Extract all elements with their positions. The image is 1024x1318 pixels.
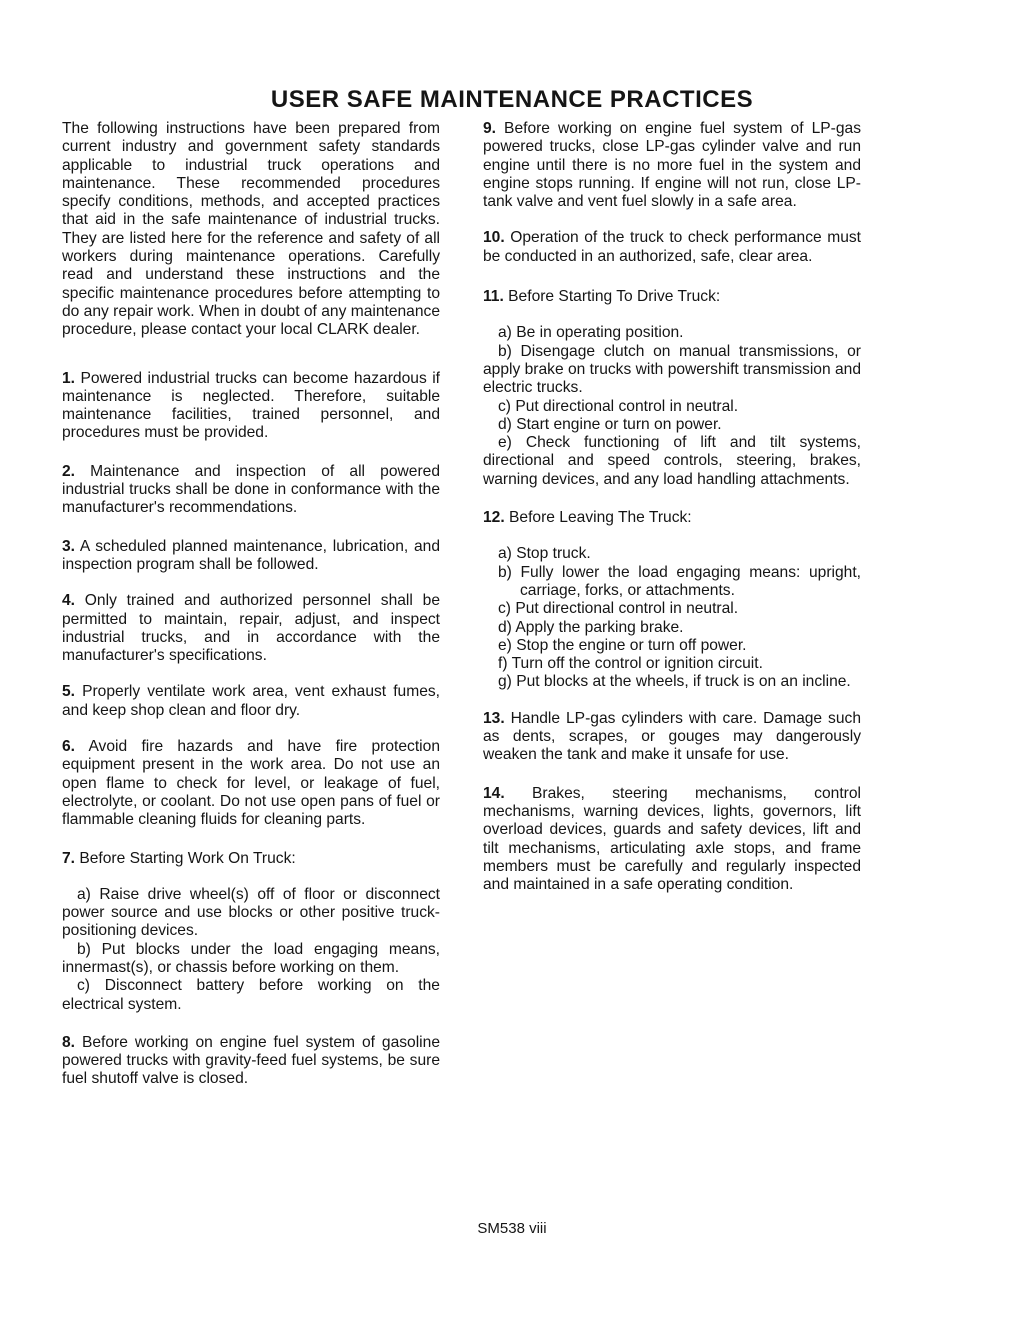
item-12-sub-f: f) Turn off the control or ignition circuit.	[498, 655, 763, 673]
item-3	[62, 538, 440, 575]
item-number: 6.	[62, 738, 76, 756]
item-12-sub-e: e) Stop the engine or turn off power.	[498, 636, 747, 654]
item-text: Before Starting To Drive Truck:	[503, 288, 721, 306]
item-number: 3.	[62, 537, 76, 555]
item-11-sub-c: c) Put directional control in neutral.	[498, 397, 739, 415]
item-13	[483, 710, 861, 765]
item-text: Only trained and authorized personnel shall be permitted to maintain, repair, adjust, and inspect industrial trucks, and in accordance with the manufacturer's specifications.	[62, 592, 440, 665]
item-11-sub-a: a) Be in operating position.	[498, 324, 684, 342]
item-7-sub-a: a) Raise drive wheel(s) off of floor or disconnect power source and use blocks or other positive truck-positioning devices.	[62, 885, 440, 940]
item-7-sub-b: b) Put blocks under the load engaging means, innermast(s), or chassis before working on them.	[62, 940, 440, 976]
item-12-sub-b: b) Fully lower the load engaging means: upright, carriage, forks, or attachments.	[498, 563, 861, 599]
item-5	[62, 683, 440, 720]
item-number: 5.	[62, 683, 76, 701]
item-11	[483, 288, 861, 306]
item-text: Before Starting Work On Truck:	[75, 849, 296, 867]
item-14	[483, 785, 861, 895]
left-column	[62, 120, 440, 1089]
item-number: 10.	[483, 229, 505, 247]
item-text: Before Leaving The Truck:	[504, 509, 692, 527]
item-number: 13.	[483, 709, 505, 727]
item-text: Brakes, steering mechanisms, control mechanisms, warning devices, lights, governors, lift overload devices, guards and safety devices, lift and tilt mechanisms, articulating axle stops, and frame members must be carefully and regularly inspected and maintained in a safe operating condition.	[483, 784, 861, 894]
item-8	[62, 1034, 440, 1089]
item-12-sub-g: g) Put blocks at the wheels, if truck is on an incline.	[498, 673, 851, 691]
item-2	[62, 463, 440, 518]
item-4	[62, 592, 440, 665]
item-11-sub-e: e) Check functioning of lift and tilt systems, directional and speed controls, steering, brakes, warning devices, and any load handling attachments.	[483, 434, 861, 488]
item-number: 11.	[483, 288, 504, 306]
item-text: Before working on engine fuel system of gasoline powered trucks with gravity-feed fuel systems, be sure fuel shutoff valve is closed.	[62, 1033, 440, 1088]
item-number: 8.	[62, 1033, 76, 1051]
item-12-sub-c: c) Put directional control in neutral.	[498, 600, 739, 618]
item-text: Avoid fire hazards and have fire protection equipment present in the work area. Do not use an open flame to check for level, or leakage of fuel, electrolyte, or coolant. Do not use open pans of fuel or flammable cleaning fluids for cleaning parts.	[62, 738, 440, 829]
item-number: 4.	[62, 592, 76, 610]
right-column	[483, 120, 861, 894]
item-11-sub-b: b) Disengage clutch on manual transmissions, or apply brake on trucks with powershift transmission and electric trucks.	[483, 342, 861, 397]
page-footer: SM538 viii	[477, 1220, 547, 1237]
item-number: 7.	[62, 849, 76, 867]
item-11-sub-d: d) Start engine or turn on power.	[498, 415, 722, 433]
item-7-sub-c: c) Disconnect battery before working on the electrical system.	[62, 977, 440, 1013]
item-6	[62, 738, 440, 829]
item-12	[483, 509, 861, 527]
item-text: Before working on engine fuel system of LP-gas powered trucks, close LP-gas cylinder valve and run engine until there is no more fuel in the system and engine stops running. If engine will not run, close LP-tank valve and vent fuel slowly in a safe area.	[483, 120, 861, 211]
item-12-sub-a: a) Stop truck.	[498, 545, 591, 563]
item-number: 2.	[62, 462, 76, 480]
item-10	[483, 229, 861, 266]
item-text: Powered industrial trucks can become hazardous if maintenance is neglected. Therefore, suitable maintenance facilities, trained personnel, and procedures must be provided.	[62, 369, 440, 442]
item-number: 12.	[483, 509, 505, 527]
page-title: USER SAFE MAINTENANCE PRACTICES	[270, 86, 754, 113]
item-number: 9.	[483, 120, 497, 137]
item-text: Operation of the truck to check performance must be conducted in an authorized, safe, clear area.	[483, 229, 861, 265]
intro-paragraph: The following instructions have been prepared from current industry and government safety standards applicable to industrial truck operations and maintenance. These recommended procedures specify conditions, methods, and accepted practices that aid in the safe maintenance of industrial trucks. They are listed here for the reference and safety of all workers during maintenance operations. Carefully read and understand these instructions and the specific maintenance procedures before attempting to do any repair work. When in doubt of any maintenance procedure, please contact your local CLARK dealer.	[62, 120, 440, 339]
item-1	[62, 370, 440, 443]
item-text: Properly ventilate work area, vent exhaust fumes, and keep shop clean and floor dry.	[62, 683, 440, 719]
item-text: Maintenance and inspection of all powered industrial trucks shall be done in conformance with the manufacturer's recommendations.	[62, 462, 440, 517]
item-7	[62, 850, 440, 868]
item-number: 14.	[483, 784, 505, 802]
item-9	[483, 120, 861, 211]
item-text: Handle LP-gas cylinders with care. Damage such as dents, scrapes, or gouges may dangerously weaken the tank and make it unsafe for use.	[483, 709, 861, 764]
item-text: A scheduled planned maintenance, lubrication, and inspection program shall be followed.	[62, 537, 440, 573]
item-12-sub-d: d) Apply the parking brake.	[498, 618, 684, 636]
item-number: 1.	[62, 369, 76, 387]
